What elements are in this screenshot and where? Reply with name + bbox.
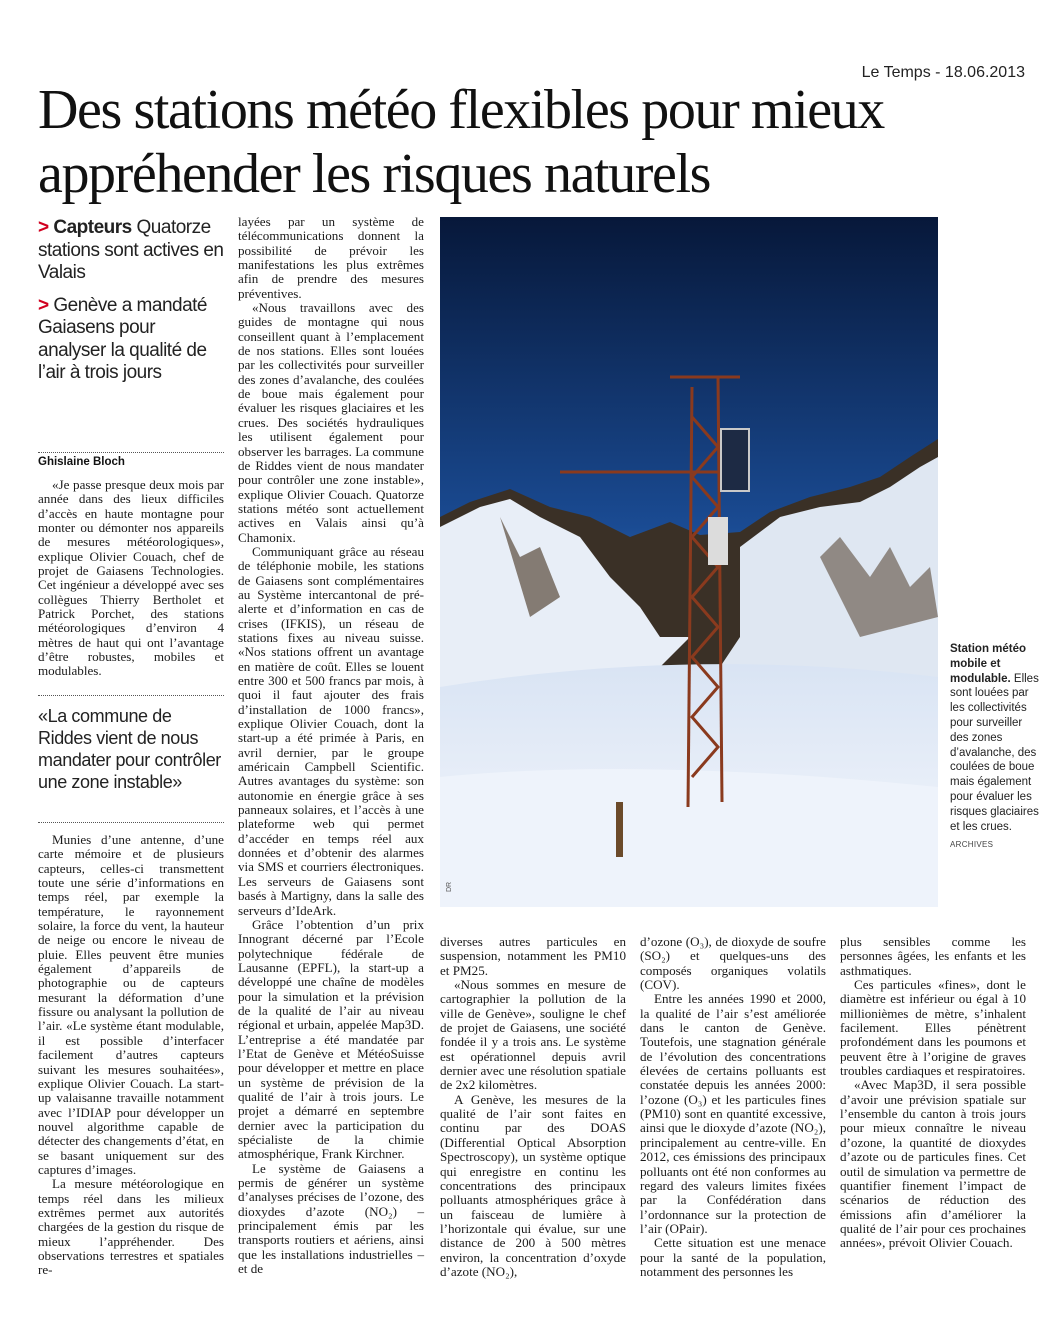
paragraph: La mesure météorologique en temps réel dans les milieux extrêmes permet aux autorités chargées de la gestion du risque de mieux l’appréhender. Des observations terrestres et spatiales re- xyxy=(38,1176,224,1278)
paragraph: «Nous travaillons avec des guides de montagne qui nous conseillent quant à l’emplacement de nos stations. Elles sont louées par les collectivités pour surveiller des zones d’avalanche, des coulées de boue mais également pour évaluer les risques glaciaires et les crues. Des sociétés hydrauliques les utilisent également pour observer les barrages. La commune de Riddes vient de nous mandater pour contrôler une zone instable», explique Olivier Couach. Quatorze stations météo sont actuellement actives en Valais ainsi qu’à Chamonix. xyxy=(238,300,424,545)
pull-quote: «La commune de Riddes vient de nous mandater pour contrôler une zone instable» xyxy=(38,706,221,792)
paragraph: «Nous sommes en mesure de cartographier la pollution de la ville de Genève», souligne le chef de projet de Gaiasens, une société fondée il y a trois ans. Le système est opérationnel depuis avril dernier avec une résolution spatiale de 2x2 kilomètres. xyxy=(440,977,626,1093)
headline: Des stations météo flexibles pour mieux appréhender les risques naturels xyxy=(38,79,884,205)
deck xyxy=(38,217,224,395)
column-2 xyxy=(238,215,424,1276)
byline-rule xyxy=(38,452,224,453)
deck-text: Quatorze stations sont actives en Valais xyxy=(38,217,224,283)
deck-arrow: > xyxy=(38,294,49,316)
paragraph: Le système de Gaiasens a permis de générer un système d’analyses précises de l’ozone, des dioxydes d’azote (NO₂) – principalement émis par les transports routiers et aériens, ainsi que les installations industrielles – et de xyxy=(238,1160,424,1277)
paragraph: plus sensibles comme les personnes âgées, les enfants et les asthmatiques. xyxy=(840,934,1026,978)
byline: Ghislaine Bloch xyxy=(38,456,125,468)
paragraph: diverses autres particules en suspension, notamment les PM10 et PM25. xyxy=(440,934,626,978)
photo-caption xyxy=(950,642,1040,853)
caption-title: Station météo mobile et modulable. xyxy=(950,643,1027,685)
intro-paragraph xyxy=(38,478,224,679)
column-4 xyxy=(640,935,826,1279)
paragraph: layées par un système de télécommunications donnent la possibilité de prévoir les manifestations les plus extrêmes afin de prendre des mesures préventives. xyxy=(238,214,424,301)
quote-rule-bottom xyxy=(38,822,224,823)
caption-credit: ARCHIVES xyxy=(950,840,994,850)
paragraph: «Avec Map3D, il sera possible d’avoir une prévision spatiale sur l’ensemble du canton à trois jours pour mieux connaître le niveau d’ozone, la quantité de dioxydes d’azote ou de particules fines. Cet outil de simulation va permettre de quantifier finement l’impact de scénarios de réduction des émissions afin d’améliorer la qualité de l’air pour ces prochaines années», prévoit Olivier Couach. xyxy=(840,1077,1026,1251)
paragraph: Grâce l’obtention d’un prix Innogrant décerné par l’Ecole polytechnique fédérale de Lausanne (EPFL), la start-up a développé une chaîne de modèles pour la simulation et la prévision de la qualité de l’air au niveau régional et urbain, appelée Map3D. L’entreprise a été mandatée par l’Etat de Genève et MétéoSuisse pour développer et mettre en place un système de prévision de la qualité de l’air à trois jours. Le projet a démarré en septembre dernier avec la participation du spécialiste de la chimie atmosphérique, Frank Kirchner. xyxy=(238,916,424,1162)
caption-text: Elles sont louées par les collectivités pour surveiller des zones d’avalanche, des coulées de boue mais également pour évaluer les risques glaciaires et les crues. xyxy=(950,672,1039,833)
column-5 xyxy=(840,935,1026,1251)
paragraph: «Je passe presque deux mois par année dans des lieux difficiles d’accès en haute montagne pour monter ou démonter nos appareils de mesures météorologiques», explique Olivier Couach, chef de projet de Gaiasens Technologies. Cet ingénieur a développé avec ses collègues Thierry Bertholet et Patrick Porchet, des stations météorologiques d’environ 4 mètres de haut qui ont l’avantage d’être robustes, mobiles et modulables. xyxy=(38,477,224,679)
deck-keyword: Capteurs xyxy=(53,217,132,238)
paragraph: Cette situation est une menace pour la santé de la population, notamment des personnes les xyxy=(640,1235,826,1279)
paragraph: Communiquant grâce au réseau de téléphonie mobile, les stations de Gaiasens sont complémentaires au Système intercantonal de pré-alerte et d’information en cas de crises (IFKIS), un réseau de stations fixes au niveau suisse. «Nos stations offrent un avantage en matière de coût. Elles se louent entre 300 et 500 francs par mois, à quoi il faut ajouter des frais d’installation de 1000 francs», explique Olivier Couach, dont la start-up a été primée à Paris, en avril dernier, par le groupe américain Campbell Scientific. Autres avantages du système: son autonomie en énergie grâce à ses panneaux solaires, et l’accès à une plateforme web qui permet d’accéder en temps réel aux données et d’obtenir des alarmes via SMS et courriers électroniques. Les serveurs de Gaiasens sont basés à Martigny, dans la salle des serveurs d’IdeArk. xyxy=(238,543,424,918)
paragraph: d’ozone (O₃), de dioxyde de soufre (SO₂) et quelques-uns des composés organiques volatils (COV). xyxy=(640,934,826,993)
deck-item-1 xyxy=(38,217,224,285)
column-1 xyxy=(38,833,224,1278)
weather-station-photo xyxy=(440,217,938,907)
paragraph: A Genève, les mesures de la qualité de l’air sont faites en continu par des DOAS (Differential Optical Absorption Spectroscopy), un système optique qui enregistre en continu les concentrations des principaux polluants atmosphériques grâce à un faisceau de lumière à l’horizontale qui évalue, sur une distance de 200 à 500 mètres environ, la concentration d’oxyde d’azote (NO₂), xyxy=(440,1091,626,1279)
photo-illustration xyxy=(440,217,938,907)
deck-item-2 xyxy=(38,295,224,385)
paragraph: Entre les années 1990 et 2000, la qualité de l’air s’est améliorée dans le canton de Genève. Toutefois, une stagnation générale de l’évolution des concentrations élevées de certains polluants est constatée depuis les années 2000: l’ozone (O₃) et les particules fines (PM10) sont en quantité excessive, ainsi que le dioxyde d’azote (NO₂), principalement au centre-ville. En 2012, ces émissions des principaux polluants ont été non conformes au regard des valeurs limites fixées par la Confédération dans l’ordonnance sur la protection de l’air (OPair). xyxy=(640,991,826,1236)
source-line: Le Temps - 18.06.2013 xyxy=(861,64,1025,81)
paragraph: Ces particules «fines», dont le diamètre est inférieur ou égal à 10 millionièmes de mètre, s’inhalent facilement. Elles pénètrent profondément dans les poumons et peuvent être à l’origine de graves troubles cardiaques et respiratoires. xyxy=(840,977,1026,1079)
deck-text: Genève a mandaté Gaiasens pour analyser la qualité de l’air à trois jours xyxy=(38,294,208,383)
column-3 xyxy=(440,935,626,1279)
quote-rule-top xyxy=(38,695,224,696)
photo-credit-mark: DR xyxy=(446,881,453,892)
paragraph: Munies d’une antenne, d’une carte mémoire et de plusieurs capteurs, celles-ci transmettent toute une série d’informations en temps réel, par exemple la température, le rayonnement solaire, la force du vent, la hauteur de neige ou encore le niveau de pluie. Elles peuvent être munies également d’appareils de photographie ou de capteurs mesurant la déformation d’une fissure ou analysant la pollution de l’air. «Le système étant modulable, il est possible d’interfacer facilement d’autres capteurs suivant les mesures souhaitées», explique Olivier Couach. La start-up valaisanne travaille notamment avec l’IDIAP pour développer un nouvel algorithme capable de détecter des changements d’état, en se basant uniquement sur des captures d’images. xyxy=(38,832,224,1177)
deck-arrow: > xyxy=(38,217,49,238)
